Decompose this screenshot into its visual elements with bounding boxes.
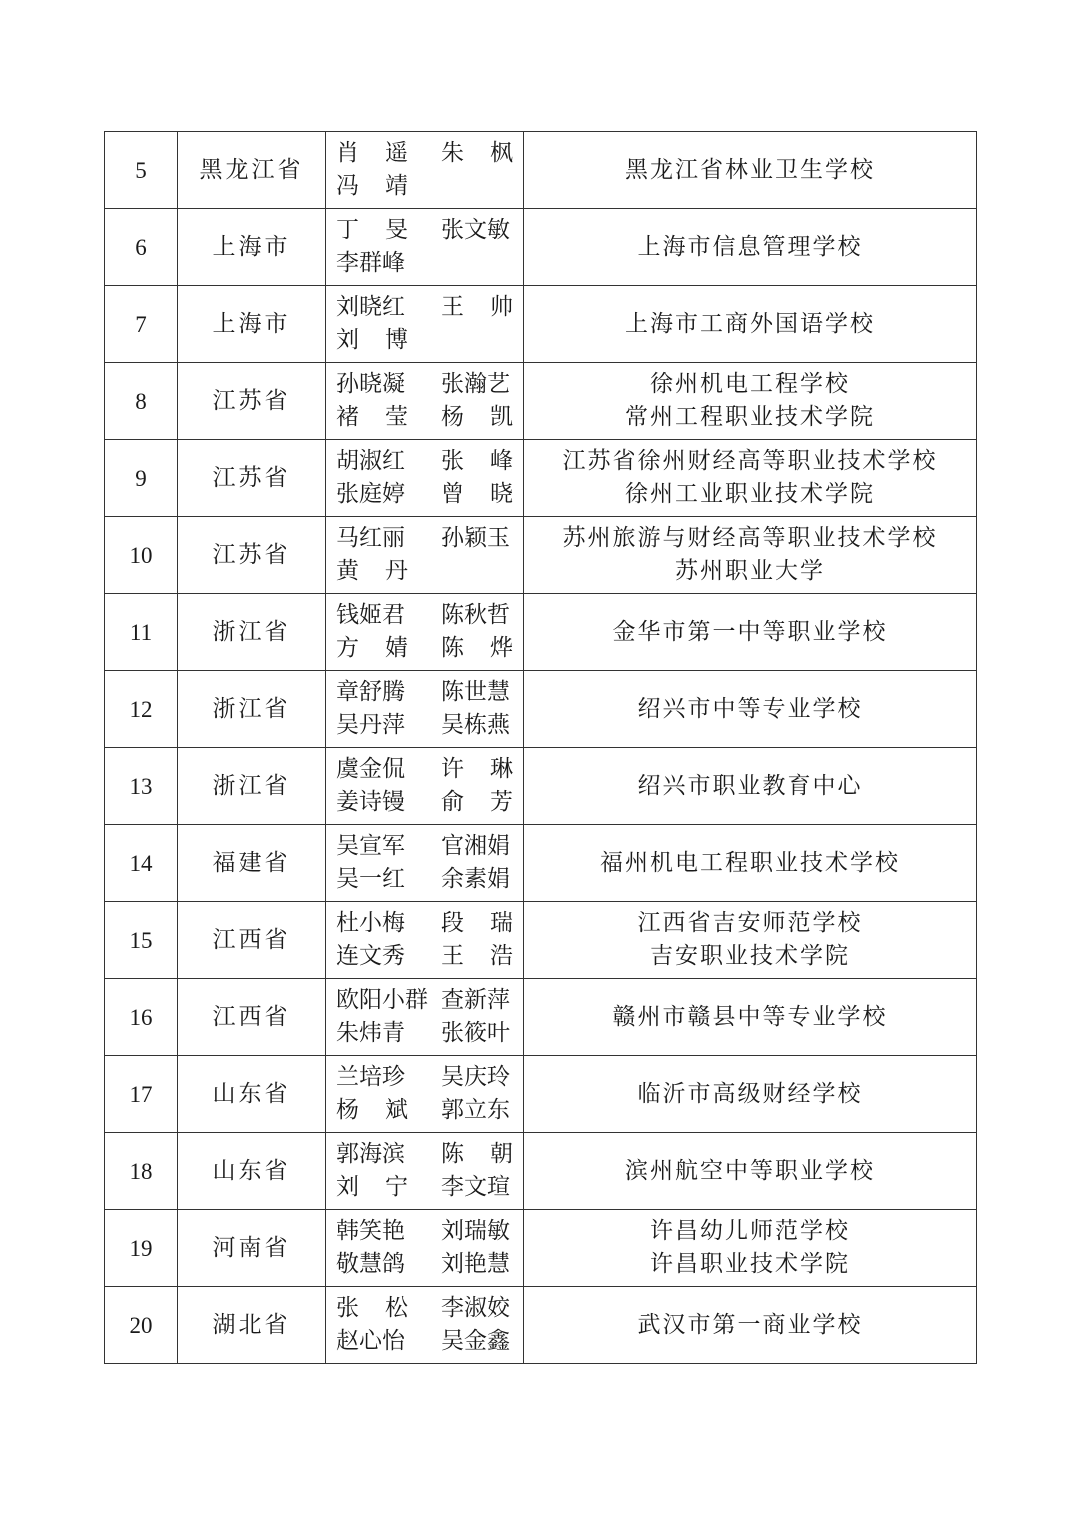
row-number: 6 [105, 209, 178, 286]
member-name: 马红丽 [336, 525, 405, 551]
member-name: 李文瑄 [441, 1174, 510, 1200]
member-line [336, 368, 513, 401]
row-number: 10 [105, 517, 178, 594]
member-name: 曾 晓 [441, 481, 513, 507]
member-name: 吴宣军 [336, 833, 405, 859]
members-cell [326, 671, 524, 748]
member-line [336, 984, 513, 1017]
member-name: 吴庆玲 [441, 1064, 510, 1090]
school-name: 绍兴市中等专业学校 [637, 695, 863, 722]
table-row [105, 902, 977, 979]
member-name [441, 247, 513, 280]
member-name: 欧阳小群 [336, 987, 428, 1013]
roster-table-body [105, 132, 977, 1364]
table-row [105, 1056, 977, 1133]
members-cell [326, 1210, 524, 1287]
member-name: 俞 芳 [441, 789, 513, 815]
members-cell [326, 979, 524, 1056]
school-cell [524, 132, 977, 209]
member-line [336, 863, 513, 896]
members-cell [326, 902, 524, 979]
member-line [336, 907, 513, 940]
member-name: 章舒腾 [336, 679, 405, 705]
school-name: 苏州旅游与财经高等职业技术学校 [562, 525, 938, 551]
province-cell: 黑龙江省 [178, 132, 326, 209]
school-cell [524, 594, 977, 671]
school-cell [524, 363, 977, 440]
member-name: 陈 烨 [441, 635, 513, 661]
member-line [336, 445, 513, 478]
member-name: 陈 朝 [441, 1141, 513, 1167]
school-name: 绍兴市职业教育中心 [637, 772, 863, 799]
province-cell: 江西省 [178, 979, 326, 1056]
member-name [441, 170, 513, 203]
member-name: 张 松 [336, 1295, 408, 1321]
member-name: 杨 凯 [441, 404, 513, 430]
member-line [336, 478, 513, 511]
province-cell: 山东省 [178, 1056, 326, 1133]
member-name: 刘 博 [336, 327, 408, 353]
member-name: 钱姬君 [336, 602, 405, 628]
member-name: 刘艳慧 [441, 1251, 510, 1277]
members-cell [326, 363, 524, 440]
table-row [105, 440, 977, 517]
member-line [336, 940, 513, 973]
member-name: 郭海滨 [336, 1141, 405, 1167]
member-name: 段 瑞 [441, 910, 513, 936]
member-name: 胡淑红 [336, 448, 405, 474]
roster-table [104, 131, 977, 1364]
school-cell [524, 1056, 977, 1133]
row-number: 19 [105, 1210, 178, 1287]
school-cell [524, 825, 977, 902]
member-line [336, 291, 513, 324]
member-line [336, 632, 513, 665]
members-cell [326, 132, 524, 209]
school-name: 上海市信息管理学校 [637, 233, 863, 260]
members-cell [326, 1056, 524, 1133]
member-line [336, 324, 513, 357]
member-name: 褚 莹 [336, 404, 408, 430]
school-cell [524, 748, 977, 825]
member-name: 方 婧 [336, 635, 408, 661]
member-name: 孙颖玉 [441, 525, 510, 551]
school-cell [524, 1133, 977, 1210]
member-name: 许 琳 [441, 756, 513, 782]
member-line [336, 1017, 513, 1050]
table-row [105, 1287, 977, 1364]
province-cell: 江西省 [178, 902, 326, 979]
school-name: 徐州工业职业技术学院 [625, 481, 875, 507]
school-cell [524, 979, 977, 1056]
member-name: 赵心怡 [336, 1328, 405, 1354]
row-number: 18 [105, 1133, 178, 1210]
member-name: 朱炜青 [336, 1020, 405, 1046]
row-number: 14 [105, 825, 178, 902]
member-line [336, 1248, 513, 1281]
province-cell: 浙江省 [178, 594, 326, 671]
member-line [336, 401, 513, 434]
school-name: 江苏省徐州财经高等职业技术学校 [562, 448, 938, 474]
school-name: 黑龙江省林业卫生学校 [625, 156, 875, 183]
school-name: 许昌幼儿师范学校 [650, 1218, 850, 1244]
member-line [336, 676, 513, 709]
member-name: 韩笑艳 [336, 1218, 405, 1244]
school-cell [524, 1287, 977, 1364]
province-cell: 江苏省 [178, 363, 326, 440]
member-name: 杨 斌 [336, 1097, 408, 1123]
member-name: 黄 丹 [336, 558, 408, 584]
table-row [105, 286, 977, 363]
member-line [336, 830, 513, 863]
table-row [105, 517, 977, 594]
table-row [105, 209, 977, 286]
school-cell [524, 440, 977, 517]
school-name: 许昌职业技术学院 [650, 1251, 850, 1277]
province-cell: 江苏省 [178, 517, 326, 594]
table-row [105, 748, 977, 825]
row-number: 16 [105, 979, 178, 1056]
member-name: 陈世慧 [441, 679, 510, 705]
province-cell: 湖北省 [178, 1287, 326, 1364]
province-cell: 浙江省 [178, 748, 326, 825]
school-cell [524, 671, 977, 748]
school-cell [524, 1210, 977, 1287]
province-cell: 山东省 [178, 1133, 326, 1210]
member-line [336, 1061, 513, 1094]
row-number: 11 [105, 594, 178, 671]
row-number: 12 [105, 671, 178, 748]
school-name: 金华市第一中等职业学校 [612, 618, 888, 645]
school-name: 江西省吉安师范学校 [637, 910, 863, 936]
member-name: 连文秀 [336, 943, 405, 969]
member-line [336, 709, 513, 742]
members-cell [326, 440, 524, 517]
member-name: 张瀚艺 [441, 371, 510, 397]
row-number: 17 [105, 1056, 178, 1133]
members-cell [326, 286, 524, 363]
member-line [336, 1094, 513, 1127]
table-row [105, 132, 977, 209]
member-name: 刘瑞敏 [441, 1218, 510, 1244]
row-number: 20 [105, 1287, 178, 1364]
province-cell: 上海市 [178, 209, 326, 286]
member-name: 张文敏 [441, 217, 510, 243]
row-number: 15 [105, 902, 178, 979]
member-name: 李群峰 [336, 250, 405, 276]
member-name: 兰培珍 [336, 1064, 405, 1090]
members-cell [326, 748, 524, 825]
table-row [105, 979, 977, 1056]
members-cell [326, 825, 524, 902]
member-name: 王 帅 [441, 294, 513, 320]
row-number: 5 [105, 132, 178, 209]
member-name: 张 峰 [441, 448, 513, 474]
row-number: 8 [105, 363, 178, 440]
member-line [336, 786, 513, 819]
row-number: 9 [105, 440, 178, 517]
member-name: 张庭婷 [336, 481, 405, 507]
member-name: 刘 宁 [336, 1174, 408, 1200]
school-cell [524, 517, 977, 594]
school-name: 武汉市第一商业学校 [637, 1311, 863, 1338]
school-cell [524, 902, 977, 979]
member-name: 张筱叶 [441, 1020, 510, 1046]
member-name: 杜小梅 [336, 910, 405, 936]
school-name: 上海市工商外国语学校 [625, 310, 875, 337]
member-name: 朱 枫 [441, 140, 513, 166]
member-name: 官湘娟 [441, 833, 510, 859]
table-row [105, 671, 977, 748]
member-name: 冯 靖 [336, 173, 408, 199]
members-cell [326, 1133, 524, 1210]
member-line [336, 1215, 513, 1248]
member-name: 吴栋燕 [441, 712, 510, 738]
row-number: 7 [105, 286, 178, 363]
member-line [336, 753, 513, 786]
member-name: 丁 旻 [336, 217, 408, 243]
member-name: 肖 遥 [336, 140, 408, 166]
school-name: 赣州市赣县中等专业学校 [612, 1003, 888, 1030]
member-line [336, 522, 513, 555]
school-cell [524, 209, 977, 286]
member-line [336, 1292, 513, 1325]
member-name: 虞金侃 [336, 756, 405, 782]
school-name: 福州机电工程职业技术学校 [600, 849, 900, 876]
member-line [336, 247, 513, 280]
member-line [336, 1325, 513, 1358]
member-line [336, 555, 513, 588]
table-row [105, 825, 977, 902]
table-row [105, 363, 977, 440]
members-cell [326, 594, 524, 671]
province-cell: 河南省 [178, 1210, 326, 1287]
school-name: 吉安职业技术学院 [650, 943, 850, 969]
member-name: 敬慧鸽 [336, 1251, 405, 1277]
province-cell: 福建省 [178, 825, 326, 902]
member-name: 查新萍 [441, 987, 510, 1013]
member-line [336, 1171, 513, 1204]
member-name [441, 324, 513, 357]
province-cell: 浙江省 [178, 671, 326, 748]
member-name: 吴一红 [336, 866, 405, 892]
member-name: 余素娟 [441, 866, 510, 892]
member-name: 郭立东 [441, 1097, 510, 1123]
member-name: 孙晓凝 [336, 371, 405, 397]
member-name: 王 浩 [441, 943, 513, 969]
member-name: 吴丹萍 [336, 712, 405, 738]
member-name: 吴金鑫 [441, 1328, 510, 1354]
members-cell [326, 209, 524, 286]
school-name: 常州工程职业技术学院 [625, 404, 875, 430]
school-cell [524, 286, 977, 363]
member-name: 姜诗镘 [336, 789, 405, 815]
province-cell: 江苏省 [178, 440, 326, 517]
school-name: 徐州机电工程学校 [650, 371, 850, 397]
table-row [105, 594, 977, 671]
members-cell [326, 517, 524, 594]
table-row [105, 1210, 977, 1287]
table-row [105, 1133, 977, 1210]
member-line [336, 1138, 513, 1171]
member-name: 李淑姣 [441, 1295, 510, 1321]
member-name [441, 555, 513, 588]
member-line [336, 599, 513, 632]
row-number: 13 [105, 748, 178, 825]
members-cell [326, 1287, 524, 1364]
member-name: 刘晓红 [336, 294, 405, 320]
member-line [336, 214, 513, 247]
province-cell: 上海市 [178, 286, 326, 363]
member-line [336, 170, 513, 203]
school-name: 滨州航空中等职业学校 [625, 1157, 875, 1184]
member-name: 陈秋哲 [441, 602, 510, 628]
member-line [336, 137, 513, 170]
school-name: 苏州职业大学 [675, 558, 825, 584]
school-name: 临沂市高级财经学校 [637, 1080, 863, 1107]
